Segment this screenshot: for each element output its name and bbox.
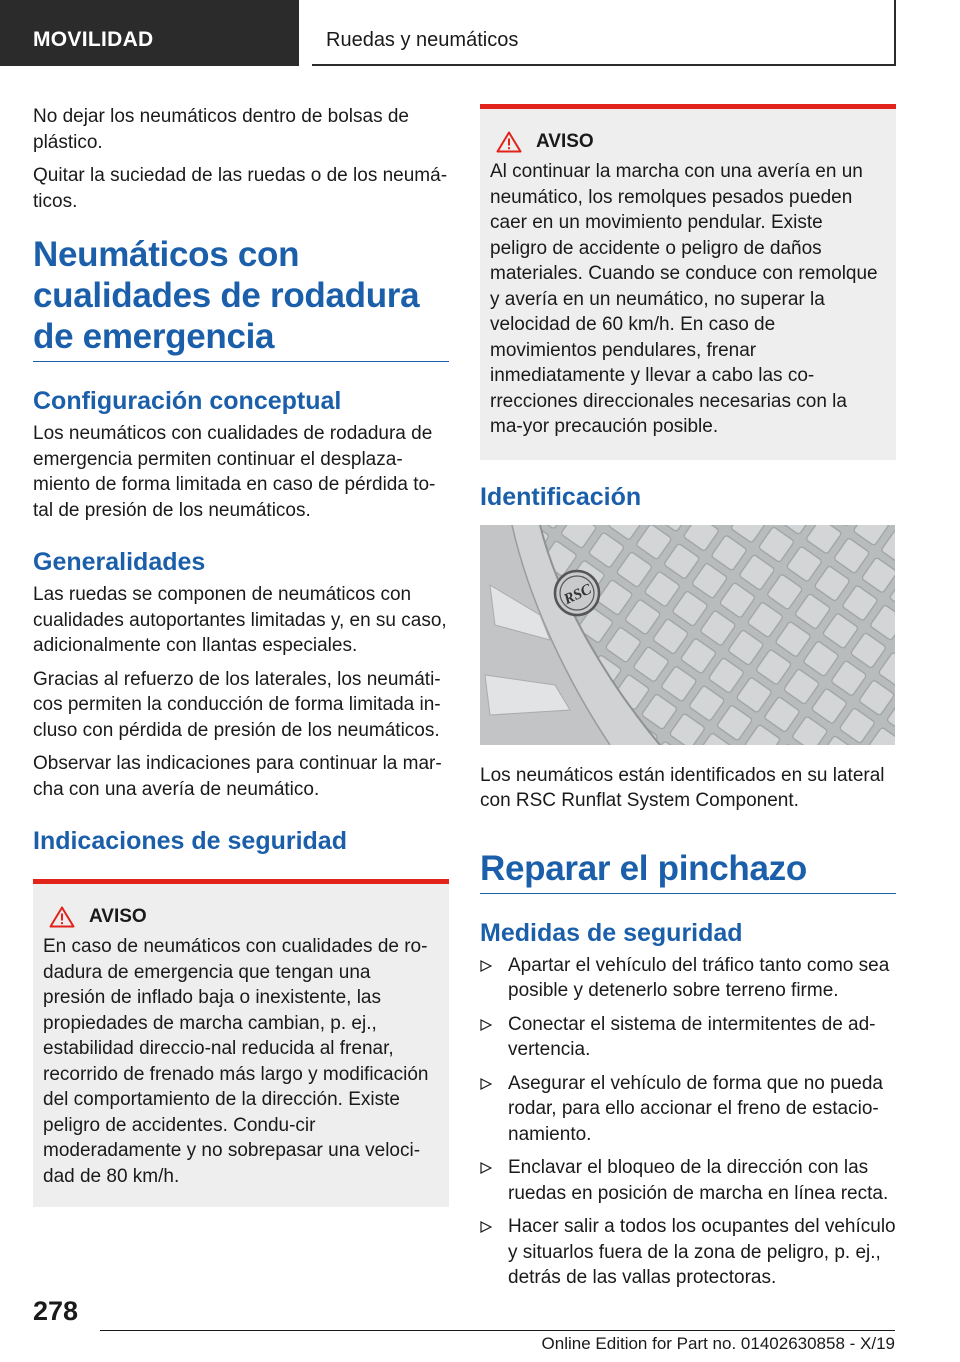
section-title: Reparar el pinchazo	[480, 848, 896, 894]
tire-illustration	[480, 525, 895, 745]
warning-header	[43, 906, 435, 928]
triangle-bullet-icon	[480, 1221, 492, 1233]
intro-paragraph: Quitar la suciedad de las ruedas o de los neumá-ticos.	[33, 165, 448, 212]
triangle-bullet-icon	[480, 960, 492, 972]
section-tab: MOVILIDAD	[0, 0, 299, 66]
warning-triangle-icon	[496, 131, 522, 153]
list-item	[480, 1214, 896, 1291]
safety-heading: Indicaciones de seguridad	[33, 827, 347, 855]
general-paragraph: Las ruedas se componen de neumáticos con cualidades autoportantes limitadas y, en su caso, adicionalmente con llantas especiales.	[33, 584, 447, 656]
safety-measures-heading: Medidas de seguridad	[480, 918, 743, 947]
warning-triangle-icon	[49, 906, 75, 928]
warning-label: AVISO	[536, 131, 594, 152]
triangle-bullet-icon	[480, 1078, 492, 1090]
list-item	[480, 953, 896, 1004]
edition-note: Online Edition for Part no. 01402630858 - X/19	[541, 1334, 895, 1353]
chapter-title: Ruedas y neumáticos	[312, 0, 896, 66]
safety-steps-list	[480, 953, 896, 1291]
footer-divider	[100, 1330, 895, 1331]
tire-sidewall-image	[480, 525, 895, 745]
triangle-bullet-icon	[480, 1162, 492, 1174]
page-number: 278	[33, 1296, 79, 1326]
concept-heading: Configuración conceptual	[33, 387, 342, 415]
list-item-text: Enclavar el bloqueo de la dirección con las ruedas en posición de marcha en línea recta.	[508, 1157, 889, 1204]
left-column	[33, 104, 449, 1207]
warning-text: Al continuar la marcha con una avería en un neumático, los remolques pesados pueden caer en un movimiento pendular. Existe peligro de accidente o peligro de daños materiales. Cuando se conduce con remolque y avería en un neumático, no superar la velocidad de 60 km/h. En caso de movimientos pendulares, frenar inmediatamente y llevar a cabo las co-rrecciones direccionales necesarias con la ma-yor precaución posible.	[490, 161, 878, 437]
warning-box	[33, 879, 449, 1207]
warning-text: En caso de neumáticos con cualidades de ro-dadura de emergencia que tengan una presión de inflado baja o inexistente, las propiedades de marcha cambian, p. ej., estabilidad direccio-nal reducida al frenar, recorrido de frenado más largo y modificación del comportamiento de la dirección. Existe peligro de accidentes. Condu-cir moderadamente y no sobrepasar una veloci-dad de 80 km/h.	[43, 936, 429, 1187]
list-item-text: Hacer salir a todos los ocupantes del vehículo y situarlos fuera de la zona de peligro, p. ej., detrás de las vallas protectoras.	[508, 1216, 896, 1288]
list-item-text: Apartar el vehículo del tráfico tanto como sea posible y detenerlo sobre terreno firme.	[508, 954, 890, 1001]
list-item	[480, 1012, 896, 1063]
list-item-text: Asegurar el vehículo de forma que no pueda rodar, para ello accionar el freno de estacio-namiento.	[508, 1072, 883, 1145]
section-title: Neumáticos con cualidades de rodadura de emergencia	[33, 234, 449, 362]
intro-paragraph: No dejar los neumáticos dentro de bolsas de plástico.	[33, 106, 410, 153]
right-column	[480, 104, 896, 1299]
list-item-text: Conectar el sistema de intermitentes de ad-vertencia.	[508, 1013, 876, 1060]
identification-heading: Identificación	[480, 482, 642, 511]
warning-label: AVISO	[89, 906, 147, 927]
list-item	[480, 1155, 896, 1206]
general-paragraph: Observar las indicaciones para continuar la mar-cha con una avería de neumático.	[33, 753, 442, 800]
identification-caption: Los neumáticos están identificados en su lateral con RSC Runflat System Component.	[480, 764, 885, 811]
general-heading: Generalidades	[33, 548, 206, 576]
rsc-mark: RSC	[561, 581, 595, 608]
list-item	[480, 1071, 896, 1148]
warning-header	[490, 131, 882, 153]
triangle-bullet-icon	[480, 1019, 492, 1031]
page-header	[0, 0, 960, 66]
warning-box	[480, 104, 896, 460]
concept-text: Los neumáticos con cualidades de rodadura de emergencia permiten continuar el desplaza-miento de forma limitada en caso de pérdida to-tal de presión de los neumáticos.	[33, 423, 436, 521]
general-paragraph: Gracias al refuerzo de los laterales, los neumáti-cos permiten la conducción de forma limitada in-cluso con pérdida de presión de los neumáticos.	[33, 668, 441, 741]
